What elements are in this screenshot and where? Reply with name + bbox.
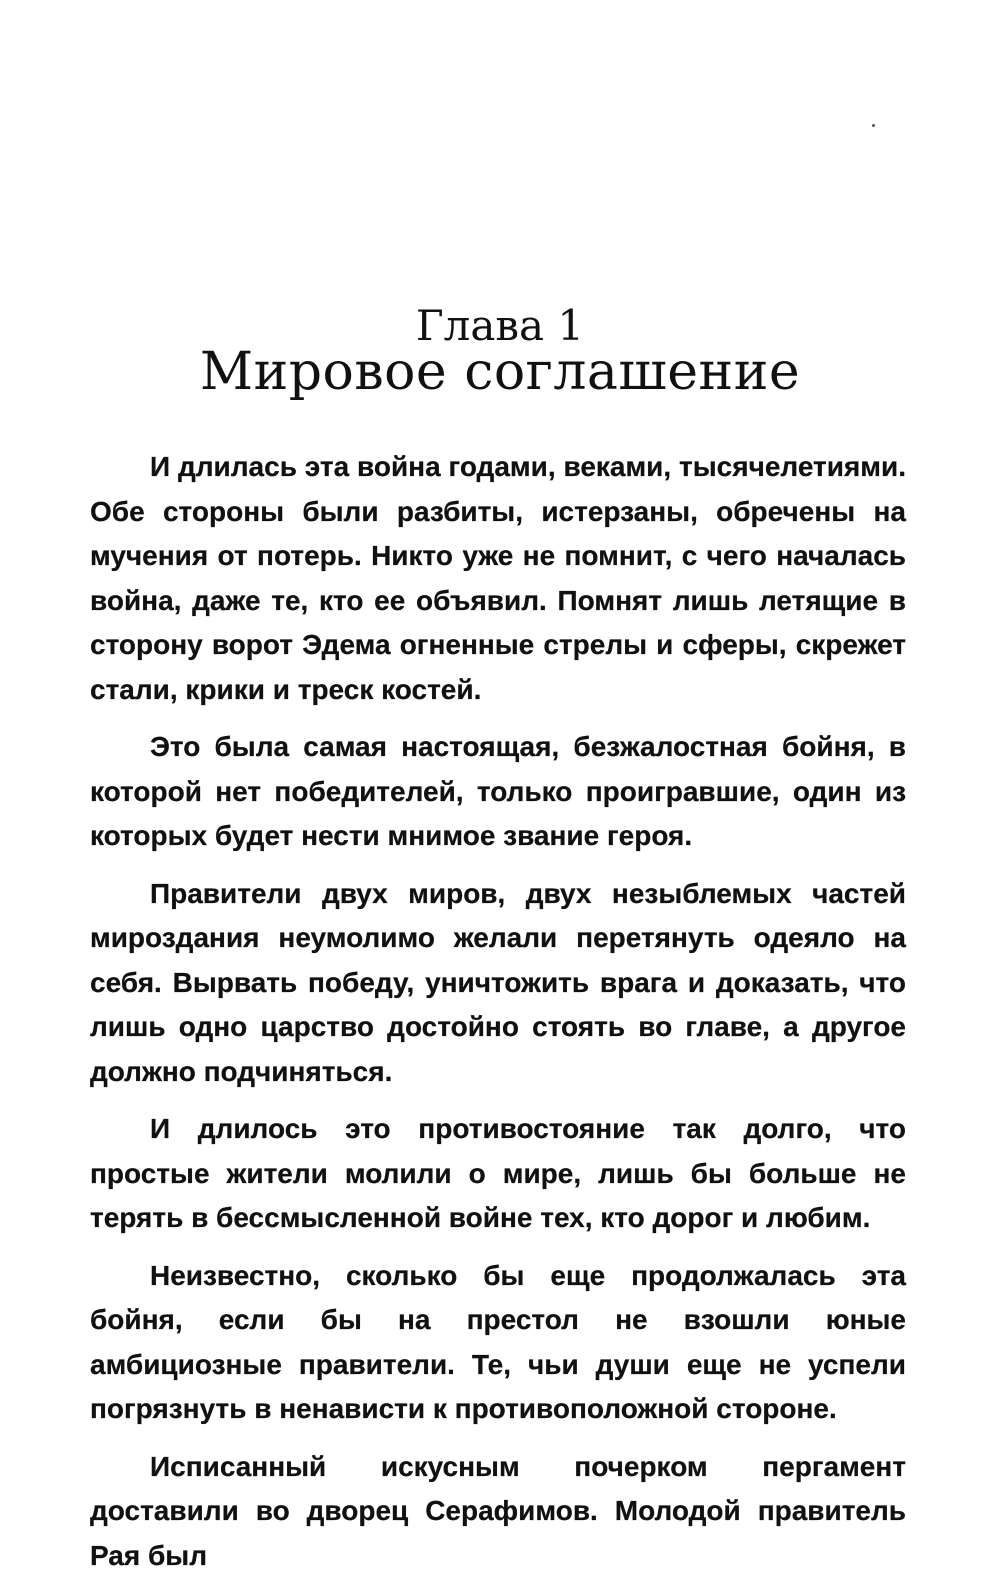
chapter-number: Глава 1 — [0, 300, 1000, 352]
paragraph: И длилась эта война годами, веками, тысячелетиями. Обе стороны были разбиты, истерзаны, обречены на мучения от потерь. Никто уже не помнит, с чего началась война, даже те, кто ее объявил. Помнят лишь летящие в сторону ворот Эдема огненные стрелы и сферы, скрежет стали, крики и треск костей. — [90, 445, 906, 712]
paragraph: И длилось это противостояние так долго, что простые жители молили о мире, лишь бы больше не терять в бессмысленной войне тех, кто дорог и любим. — [90, 1107, 906, 1241]
paragraph: Это была самая настоящая, безжалостная бойня, в которой нет победителей, только проигравшие, один из которых будет нести мнимое звание героя. — [90, 725, 906, 859]
paragraph: Неизвестно, сколько бы еще продолжалась эта бойня, если бы на престол не взошли юные амбициозные правители. Те, чьи души еще не успели погрязнуть в ненависти к противоположной стороне. — [90, 1254, 906, 1432]
chapter-title: Мировое соглашение — [0, 340, 1000, 404]
paragraph: Исписанный искусным почерком пергамент доставили во дворец Серафимов. Молодой правитель Рая был — [90, 1445, 906, 1578]
chapter-body — [90, 445, 906, 1578]
paragraph: Правители двух миров, двух незыблемых частей мироздания неумолимо желали перетянуть одеяло на себя. Вырвать победу, уничтожить врага и доказать, что лишь одно царство достойно стоять во главе, а другое должно подчиняться. — [90, 872, 906, 1095]
print-speck — [872, 124, 875, 127]
